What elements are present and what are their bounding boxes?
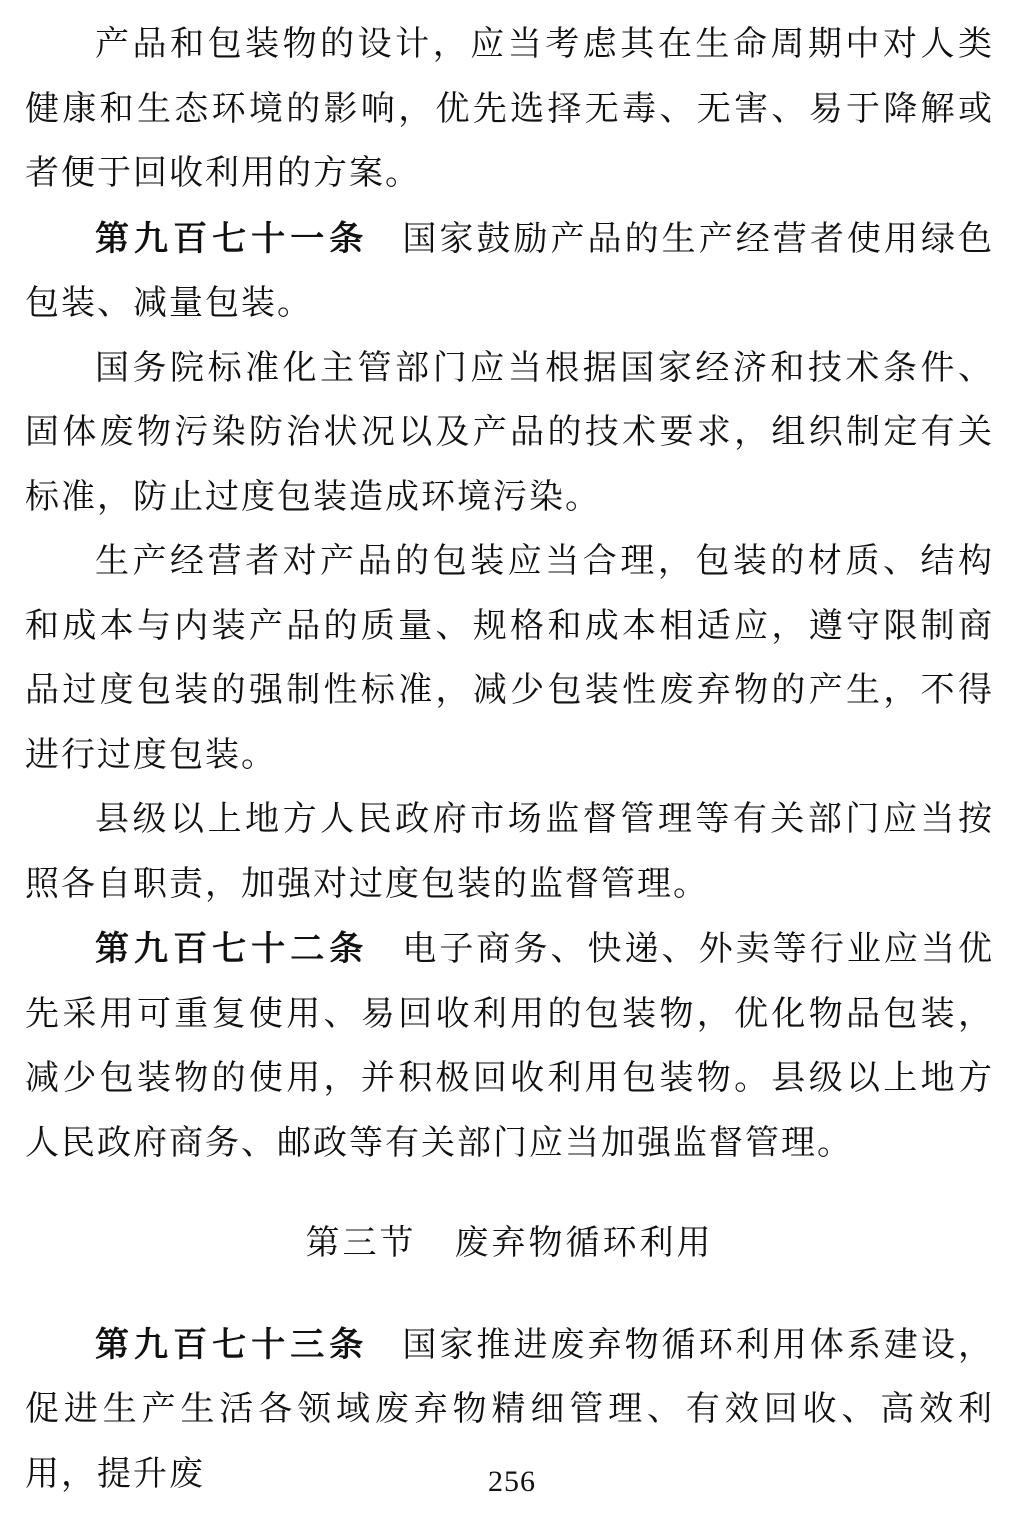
paragraph-text: 产品和包装物的设计，应当考虑其在生命周期中对人类健康和生态环境的影响，优先选择无毒、无害、易于降解或者便于回收利用的方案。 [25,26,994,192]
article-number: 第九百七十二条 [95,930,369,968]
paragraph-text: 生产经营者对产品的包装应当合理，包装的材质、结构和成本与内装产品的质量、规格和成本相适应，遵守限制商品过度包装的强制性标准，减少包装性废弃物的产生，不得进行过度包装。 [25,543,994,774]
page-number: 256 [488,1465,536,1498]
paragraph-text: 电子商务、快递、外卖等行业应当优先采用可重复使用、易回收利用的包装物，优化物品包装，减少包装物的使用，并积极回收利用包装物。县级以上地方人民政府商务、邮政等有关部门应当加强监督管理。 [25,931,995,1162]
paragraph [25,207,994,337]
paragraph [25,917,994,1176]
document-body [25,13,994,1507]
paragraph-text: 国家鼓励产品的生产经营者使用绿色包装、减量包装。 [25,220,995,322]
paragraph [25,13,994,207]
paragraph [25,530,994,788]
paragraph-text: 县级以上地方人民政府市场监督管理等有关部门应当按照各自职责，加强对过度包装的监督管理。 [25,801,994,903]
article-number: 第九百七十一条 [95,219,369,258]
section-heading [25,1212,994,1277]
paragraph-text: 国务院标准化主管部门应当根据国家经济和技术条件、固体废物污染防治状况以及产品的技术要求，组织制定有关标准，防止过度包装造成环境污染。 [25,349,994,516]
paragraph [25,788,994,917]
article-number: 第九百七十三条 [95,1325,369,1364]
section-label: 第三节 [305,1225,417,1262]
paragraph [25,337,994,531]
paragraph-text: 国家推进废弃物循环利用体系建设，促进生产生活各领域废弃物精细管理、有效回收、高效利用，提升废 [25,1326,995,1493]
section-title: 废弃物循环利用 [454,1225,714,1262]
